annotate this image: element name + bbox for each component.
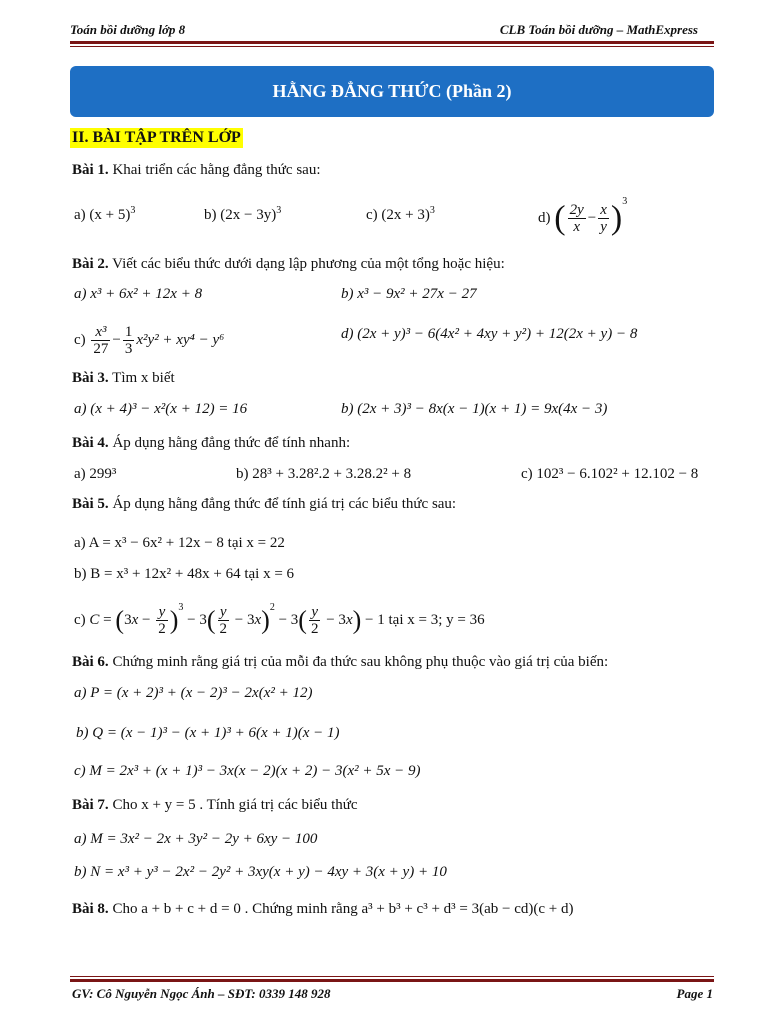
- footer-rule: [70, 976, 714, 982]
- exercise-text: Áp dụng hằng đẳng thức để tính nhanh:: [108, 435, 351, 451]
- exercise-5: [72, 494, 456, 514]
- exercise-label: Bài 1.: [72, 162, 109, 178]
- exercise-4c: c) 102³ − 6.102² + 12.102 − 8: [521, 466, 699, 482]
- exercise-6a: a) P = (x + 2)³ + (x − 2)³ − 2x(x² + 12): [74, 685, 313, 701]
- exercise-7b: b) N = x³ + y³ − 2x² − 2y² + 3xy(x + y) − 4xy + 3(x + y) + 10: [74, 864, 447, 880]
- exercise-2d: d) (2x + y)³ − 6(4x² + 4xy + y²) + 12(2x + y) − 8: [341, 326, 638, 342]
- exercise-6c: c) M = 2x³ + (x + 1)³ − 3x(x − 2)(x + 2) − 3(x² + 5x − 9): [74, 763, 421, 779]
- exercise-label: Bài 3.: [72, 370, 109, 386]
- exercise-4: [72, 433, 350, 453]
- exercise-text: Tìm x biết: [108, 370, 175, 386]
- exercise-label: Bài 2.: [72, 256, 109, 272]
- exercise-3: [72, 368, 175, 388]
- exercise-4b: b) 28³ + 3.28².2 + 3.28.2² + 8: [236, 466, 412, 482]
- exercise-1a: a) $(x + 5)^3$: [74, 205, 136, 223]
- exercise-3a: a) (x + 4)³ − x²(x + 12) = 16: [74, 401, 248, 417]
- exercise-5b: b) B = x³ + 12x² + 48x + 64 tại x = 6: [74, 566, 295, 582]
- exercise-text: Cho a + b + c + d = 0 . Chứng minh rằng a³ + b³ + c³ + d³ = 3(ab − cd)(c + d): [108, 901, 574, 917]
- title-banner: [70, 66, 714, 117]
- exercise-2a: a) x³ + 6x² + 12x + 8: [74, 286, 203, 302]
- exercise-1b: b) $(2x - 3y)^3$: [204, 205, 282, 223]
- exercise-7: [72, 795, 358, 815]
- exercise-label: Bài 5.: [72, 496, 109, 512]
- exercise-5a: a) A = x³ − 6x² + 12x − 8 tại x = 22: [74, 535, 285, 551]
- exercise-label: Bài 6.: [72, 654, 109, 670]
- exercise-8: [72, 899, 573, 919]
- exercise-4a: a) 299³: [74, 466, 117, 482]
- exercise-2c: c) $\frac{\text{x³}}{27}$ − $\frac{1}{3}$ x²y² + xy⁴ − y⁶: [74, 324, 225, 357]
- exercise-7a: a) M = 3x² − 2x + 3y² − 2y + 6xy − 100: [74, 831, 318, 847]
- section-heading: II. BÀI TẬP TRÊN LỚP: [72, 129, 241, 146]
- exercise-2b: b) x³ − 9x² + 27x − 27: [341, 286, 477, 302]
- exercise-text: Cho x + y = 5 . Tính giá trị các biểu thức: [108, 797, 358, 813]
- exercise-text: Áp dụng hằng đẳng thức để tính giá trị các biểu thức sau:: [108, 496, 457, 512]
- exercise-2: [72, 254, 505, 274]
- footer-left: GV: Cô Nguyễn Ngọc Ánh – SĐT: 0339 148 928: [72, 986, 331, 1001]
- exercise-3b: b) (2x + 3)³ − 8x(x − 1)(x + 1) = 9x(4x − 3): [341, 401, 608, 417]
- header-left: Toán bồi dưỡng lớp 8: [70, 22, 186, 37]
- exercise-text: Chứng minh rằng giá trị của mỗi đa thức sau không phụ thuộc vào giá trị của biến:: [108, 654, 609, 670]
- page-number: Page 1: [676, 986, 713, 1001]
- exercise-5c: c) C = (3x − $\frac{y}{2}$ )$^3$ − 3( $\frac{y}{2}$ − 3x)$^2$ − 3( $\frac{y}{2}$ − 3x) − 1 tại x = 3; y = 36: [74, 601, 485, 637]
- exercise-1: [72, 160, 321, 180]
- exercise-6: [72, 652, 608, 672]
- page-title: HẰNG ĐẲNG THỨC (Phần 2): [272, 81, 512, 101]
- exercise-label: Bài 7.: [72, 797, 109, 813]
- header-rule: [70, 41, 714, 47]
- exercise-1c: c) $(2x + 3)^3$: [366, 205, 435, 223]
- exercise-text: Khai triển các hằng đẳng thức sau:: [108, 162, 321, 178]
- exercise-text: Viết các biểu thức dưới dạng lập phương của một tổng hoặc hiệu:: [108, 256, 505, 272]
- header-right: CLB Toán bồi dưỡng – MathExpress: [499, 22, 698, 37]
- exercise-label: Bài 8.: [72, 901, 109, 917]
- exercise-6b: b) Q = (x − 1)³ − (x + 1)³ + 6(x + 1)(x − 1): [76, 725, 340, 741]
- exercise-label: Bài 4.: [72, 435, 109, 451]
- exercise-1d: d) ( $\frac{2y}{x}$ − $\frac{x}{y}$ )$^3$: [538, 196, 628, 237]
